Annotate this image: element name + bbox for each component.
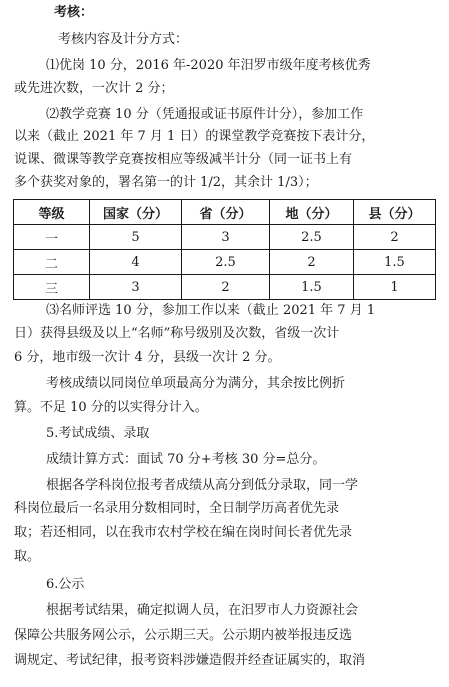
section6-paragraph-line3: 调规定、考试纪律，报考资料涉嫌造假并经查证属实的，取消 <box>14 653 366 668</box>
section6-title: 6.公示 <box>46 577 85 592</box>
item1-line2: 或先进次数，一次计 2 分； <box>14 81 174 96</box>
table-cell: 2 <box>270 250 354 275</box>
item2-line3: 说课、微课等教学竞赛按相应等级减半计分（同一证书上有 <box>14 152 353 167</box>
section-title: 考核： <box>54 5 94 20</box>
table-cell: 3 <box>90 275 182 300</box>
table-cell: 2.5 <box>182 250 270 275</box>
item1-line1: ⑴优岗 10 分，2016 年-2020 年汨罗市级年度考核优秀 <box>46 58 371 73</box>
header-cell: 县（分） <box>354 200 436 225</box>
header-cell: 等级 <box>14 200 90 225</box>
table-cell: 5 <box>90 225 182 250</box>
section5-formula: 成绩计算方式：面试 70 分+考核 30 分=总分。 <box>46 452 326 467</box>
item3-line2: 日）获得县级及以上“名师”称号级别及次数，省级一次计 <box>14 326 340 341</box>
table-row <box>14 275 436 300</box>
table-cell: 1.5 <box>354 250 436 275</box>
item2-line2: 以来（截止 2021 年 7 月 1 日）的课堂教学竞赛按下表计分， <box>14 129 375 144</box>
table-cell: 三 <box>14 275 90 300</box>
table-cell: 2.5 <box>270 225 354 250</box>
table-row <box>14 225 436 250</box>
item2-line1: ⑵教学竞赛 10 分（凭通报或证书原件计分），参加工作 <box>46 107 364 122</box>
table-cell: 2 <box>354 225 436 250</box>
section5-paragraph-line1: 根据各学科岗位报考者成绩从高分到低分录取，同一学 <box>46 478 359 493</box>
section6-paragraph-line1: 根据考试结果，确定拟调人员，在汨罗市人力资源社会 <box>46 603 359 618</box>
table-cell: 1.5 <box>270 275 354 300</box>
table-cell: 4 <box>90 250 182 275</box>
section5-paragraph-line2: 科岗位最后一名录用分数相同时，全日制学历高者优先录 <box>14 501 340 516</box>
section6-paragraph-line2: 保障公共服务网公示，公示期三天。公示期内被举报违反选 <box>14 628 353 643</box>
section5-paragraph-line4: 取。 <box>14 549 41 564</box>
table-cell: 二 <box>14 250 90 275</box>
table-cell: 3 <box>182 225 270 250</box>
item3-line1: ⑶名师评选 10 分，参加工作以来（截止 2021 年 7 月 1 <box>46 303 376 318</box>
intro-text: 考核内容及计分方式： <box>58 32 189 47</box>
section5-title: 5.考试成绩、录取 <box>46 426 150 441</box>
header-cell: 国家（分） <box>90 200 182 225</box>
table-header-row <box>14 200 436 225</box>
header-cell: 地（分） <box>270 200 354 225</box>
header-cell: 省（分） <box>182 200 270 225</box>
table-cell: 1 <box>354 275 436 300</box>
table-cell: 一 <box>14 225 90 250</box>
item2-line4: 多个获奖对象的，署名第一的计 1/2，其余计 1/3）； <box>14 175 318 190</box>
scoring-note-line1: 考核成绩以同岗位单项最高分为满分，其余按比例折 <box>46 376 346 391</box>
section5-paragraph-line3: 取；若还相同，以在我市农村学校在编在岗时间长者优先录 <box>14 525 353 540</box>
table-row <box>14 250 436 275</box>
score-table <box>13 199 436 300</box>
item3-line3: 6 分，地市级一次计 4 分，县级一次计 2 分。 <box>14 350 281 365</box>
table-cell: 2 <box>182 275 270 300</box>
scoring-note-line2: 算。不足 10 分的以实得分计入。 <box>14 400 208 415</box>
